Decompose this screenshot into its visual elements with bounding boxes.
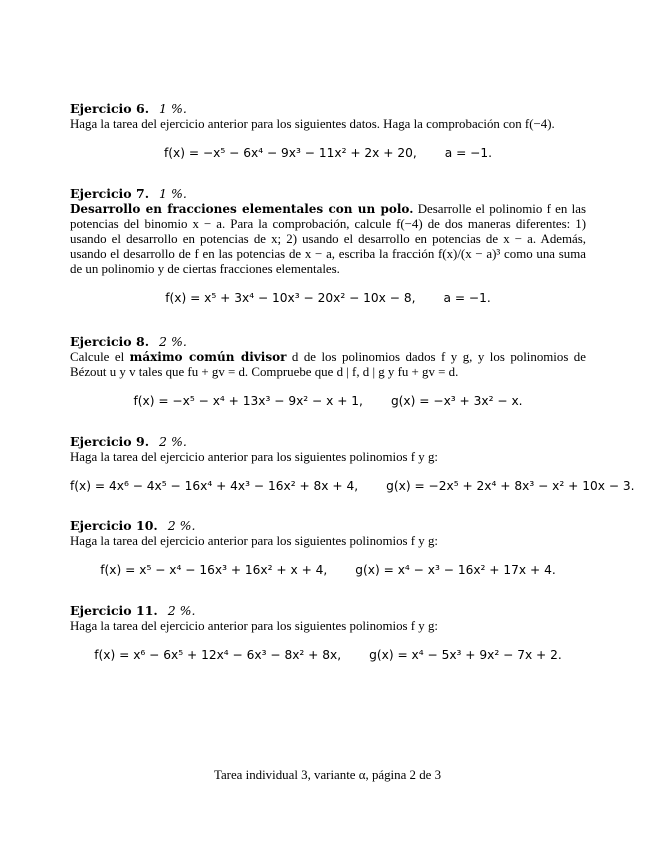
exercise-title: Ejercicio 7. <box>70 186 150 201</box>
exercise-text-pre: Calcule el <box>70 350 125 364</box>
formula-f: f(x) = x⁵ + 3x⁴ − 10x³ − 20x² − 10x − 8, <box>165 291 416 305</box>
exercise-weight: 1 %. <box>159 101 187 116</box>
exercise-heading <box>70 101 586 116</box>
exercise-heading <box>70 518 586 533</box>
exercise-weight: 2 %. <box>167 603 196 618</box>
exercise-heading <box>70 603 586 618</box>
exercise-text: Haga la tarea del ejercicio anterior para los siguientes polinomios f y g: <box>70 619 438 633</box>
exercise-weight: 2 %. <box>159 334 187 349</box>
exercise-formula <box>70 561 586 579</box>
exercise-9 <box>70 434 635 495</box>
exercise-body: Desarrolle el polinomio f en las potencias del binomio x − a. Para la comprobación, calcule f(−4) de dos maneras diferentes: 1) usando el desarrollo en potencias de x; 2) usando el desarrollo en potencias de x − a. Además, usando el desarrollo de f en las potencias de x − a, escriba la fracción f(x)/(x − a)³ como una suma de un polinomio y de ciertas fracciones elementales. <box>70 202 586 276</box>
exercise-weight: 2 %. <box>167 518 196 533</box>
exercise-weight: 2 %. <box>159 434 187 449</box>
formula-f: f(x) = −x⁵ − 6x⁴ − 9x³ − 11x² + 2x + 20, <box>163 146 417 160</box>
exercise-heading <box>70 334 586 349</box>
formula-g: a = −1. <box>444 146 493 160</box>
exercise-title: Ejercicio 8. <box>70 334 150 349</box>
page-footer: Tarea individual 3, variante α, página 2 de 3 <box>213 768 442 782</box>
formula-g: a = −1. <box>443 291 491 305</box>
exercise-formula <box>70 289 586 307</box>
formula-f: f(x) = x⁶ − 6x⁵ + 12x⁴ − 6x³ − 8x² + 8x, <box>94 648 342 662</box>
formula-g: g(x) = x⁴ − x³ − 16x² + 17x + 4. <box>355 563 556 577</box>
formula-g: g(x) = −x³ + 3x² − x. <box>390 394 523 408</box>
exercise-title: Ejercicio 11. <box>70 603 158 618</box>
exercise-formula <box>70 144 586 162</box>
exercise-lead: máximo común divisor <box>129 350 287 364</box>
exercise-text: Haga la tarea del ejercicio anterior para los siguientes polinomios f y g: <box>70 450 438 464</box>
exercise-8 <box>70 334 586 410</box>
formula-f: f(x) = −x⁵ − x⁴ + 13x³ − 9x² − x + 1, <box>133 394 363 408</box>
exercise-6 <box>70 101 586 162</box>
formula-f: f(x) = 4x⁶ − 4x⁵ − 16x⁴ + 4x³ − 16x² + 8x + 4, <box>70 479 359 493</box>
exercise-formula <box>70 477 635 495</box>
exercise-formula <box>70 392 586 410</box>
exercise-weight: 1 %. <box>159 186 187 201</box>
exercise-text: Haga la tarea del ejercicio anterior para los siguientes polinomios f y g: <box>70 534 438 548</box>
formula-g: g(x) = −2x⁵ + 2x⁴ + 8x³ − x² + 10x − 3. <box>386 479 635 493</box>
formula-g: g(x) = x⁴ − 5x³ + 9x² − 7x + 2. <box>369 648 562 662</box>
exercise-formula <box>70 646 586 664</box>
exercise-body: d de los polinomios dados f y g, y los polinomios de Bézout u y v tales que fu + gv = d. Compruebe que d | f, d | g y fu + gv = d. <box>70 350 586 379</box>
exercise-lead: Desarrollo en fracciones elementales con un polo. <box>70 202 414 216</box>
exercise-text <box>70 350 586 380</box>
exercise-10 <box>70 518 586 579</box>
exercise-title: Ejercicio 9. <box>70 434 150 449</box>
exercise-title: Ejercicio 10. <box>70 518 158 533</box>
exercise-heading <box>70 186 586 201</box>
exercise-title: Ejercicio 6. <box>70 101 150 116</box>
exercise-text <box>70 202 586 277</box>
formula-f: f(x) = x⁵ − x⁴ − 16x³ + 16x² + x + 4, <box>100 563 328 577</box>
exercise-text: Haga la tarea del ejercicio anterior para los siguientes datos. Haga la comprobación con f(−4). <box>70 117 555 131</box>
exercise-7 <box>70 186 586 307</box>
exercise-11 <box>70 603 586 664</box>
exercise-heading <box>70 434 586 449</box>
